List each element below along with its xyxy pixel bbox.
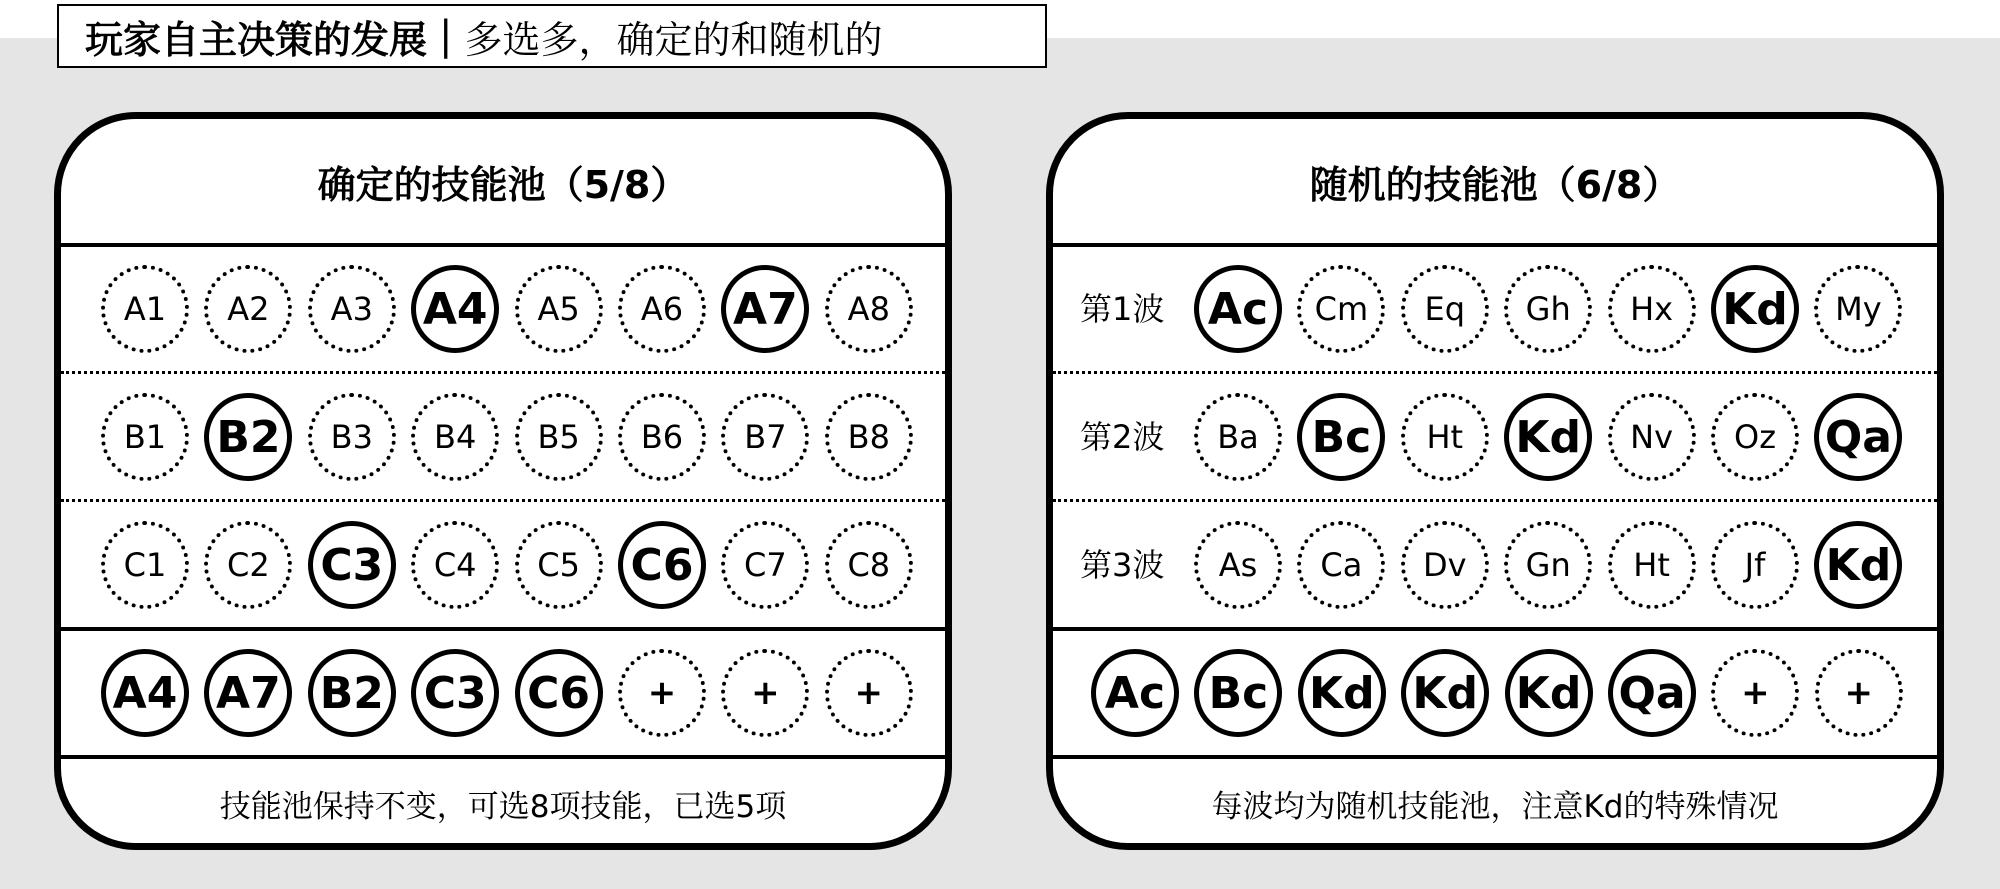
skill-node-selected[interactable]: A7 — [721, 265, 809, 353]
skill-node[interactable]: Nv — [1608, 393, 1696, 481]
panel-footer-note: 技能池保持不变，可选8项技能，已选5项 — [219, 788, 787, 825]
skill-node[interactable]: A2 — [204, 265, 292, 353]
skill-node[interactable]: Jf — [1711, 521, 1799, 609]
skill-node-selected[interactable]: C6 — [618, 521, 706, 609]
skill-node[interactable]: A1 — [101, 265, 189, 353]
skill-node-selected[interactable]: C3 — [308, 521, 396, 609]
skill-node[interactable]: A8 — [825, 265, 913, 353]
skill-node[interactable]: Cm — [1297, 265, 1385, 353]
chosen-skills-row — [1053, 629, 1937, 757]
skill-node[interactable]: Ca — [1297, 521, 1385, 609]
wave-label: 第2波 — [1080, 418, 1165, 456]
chosen-skill-slot[interactable]: Kd — [1298, 649, 1386, 737]
skill-node[interactable]: My — [1814, 265, 1902, 353]
chosen-skill-slot[interactable]: Bc — [1194, 649, 1282, 737]
skill-node[interactable]: B6 — [618, 393, 706, 481]
header-subtitle: 多选多，确定的和随机的 — [464, 17, 883, 62]
panel-footer-note: 每波均为随机技能池，注意Kd的特殊情况 — [1211, 788, 1779, 825]
skill-node-selected[interactable]: Ac — [1194, 265, 1282, 353]
skill-node[interactable]: Eq — [1401, 265, 1489, 353]
skill-node[interactable]: A3 — [308, 265, 396, 353]
skill-node-selected[interactable]: B2 — [204, 393, 292, 481]
skill-node[interactable]: C5 — [515, 521, 603, 609]
skill-node[interactable]: Ba — [1194, 393, 1282, 481]
skill-node[interactable]: As — [1194, 521, 1282, 609]
skill-node[interactable]: B7 — [721, 393, 809, 481]
empty-skill-slot[interactable]: + — [1711, 649, 1799, 737]
wave-label: 第3波 — [1080, 546, 1165, 584]
empty-skill-slot[interactable]: + — [825, 649, 913, 737]
random-skill-pool-panel — [1046, 112, 1944, 850]
skill-node[interactable]: B4 — [411, 393, 499, 481]
chosen-skill-slot[interactable]: A7 — [204, 649, 292, 737]
skill-node[interactable]: Dv — [1401, 521, 1489, 609]
wave-label: 第1波 — [1080, 290, 1165, 328]
skill-row — [61, 501, 945, 629]
skill-node-selected[interactable]: A4 — [411, 265, 499, 353]
header-separator: | — [439, 13, 453, 59]
skill-node[interactable]: Oz — [1711, 393, 1799, 481]
chosen-skill-slot[interactable]: Kd — [1401, 649, 1489, 737]
skill-node[interactable]: C4 — [411, 521, 499, 609]
skill-row — [1053, 501, 1937, 629]
skill-node-selected[interactable]: Bc — [1297, 393, 1385, 481]
skill-node[interactable]: C2 — [204, 521, 292, 609]
skill-node[interactable]: A5 — [515, 265, 603, 353]
skill-node[interactable]: Gn — [1504, 521, 1592, 609]
skill-node[interactable]: C8 — [825, 521, 913, 609]
skill-node-selected[interactable]: Kd — [1504, 393, 1592, 481]
chosen-skill-slot[interactable]: C3 — [411, 649, 499, 737]
header-title-box — [57, 4, 1047, 68]
chosen-skill-slot[interactable]: Qa — [1608, 649, 1696, 737]
skill-node[interactable]: B5 — [515, 393, 603, 481]
empty-skill-slot[interactable]: + — [618, 649, 706, 737]
skill-node[interactable]: C1 — [101, 521, 189, 609]
chosen-skill-slot[interactable]: C6 — [515, 649, 603, 737]
skill-row — [61, 245, 945, 373]
skill-node[interactable]: Ht — [1401, 393, 1489, 481]
skill-row — [61, 373, 945, 501]
empty-skill-slot[interactable]: + — [1815, 649, 1903, 737]
skill-node[interactable]: Gh — [1504, 265, 1592, 353]
chosen-skill-slot[interactable]: B2 — [308, 649, 396, 737]
skill-node[interactable]: B1 — [101, 393, 189, 481]
skill-node[interactable]: Ht — [1608, 521, 1696, 609]
skill-node-selected[interactable]: Kd — [1814, 521, 1902, 609]
chosen-skill-slot[interactable]: A4 — [101, 649, 189, 737]
skill-node-selected[interactable]: Qa — [1814, 393, 1902, 481]
chosen-skills-row — [61, 629, 945, 757]
empty-skill-slot[interactable]: + — [721, 649, 809, 737]
skill-node[interactable]: C7 — [721, 521, 809, 609]
skill-node[interactable]: Hx — [1608, 265, 1696, 353]
fixed-skill-pool-panel — [54, 112, 952, 850]
chosen-skill-slot[interactable]: Kd — [1505, 649, 1593, 737]
chosen-skill-slot[interactable]: Ac — [1091, 649, 1179, 737]
skill-node[interactable]: B8 — [825, 393, 913, 481]
panel-title: 确定的技能池（5/8） — [317, 162, 689, 207]
skill-node[interactable]: B3 — [308, 393, 396, 481]
panel-title: 随机的技能池（6/8） — [1309, 162, 1681, 207]
skill-node[interactable]: A6 — [618, 265, 706, 353]
skill-row — [1053, 373, 1937, 501]
skill-row — [1053, 245, 1937, 373]
skill-node-selected[interactable]: Kd — [1711, 265, 1799, 353]
header-title: 玩家自主决策的发展 — [85, 17, 428, 62]
